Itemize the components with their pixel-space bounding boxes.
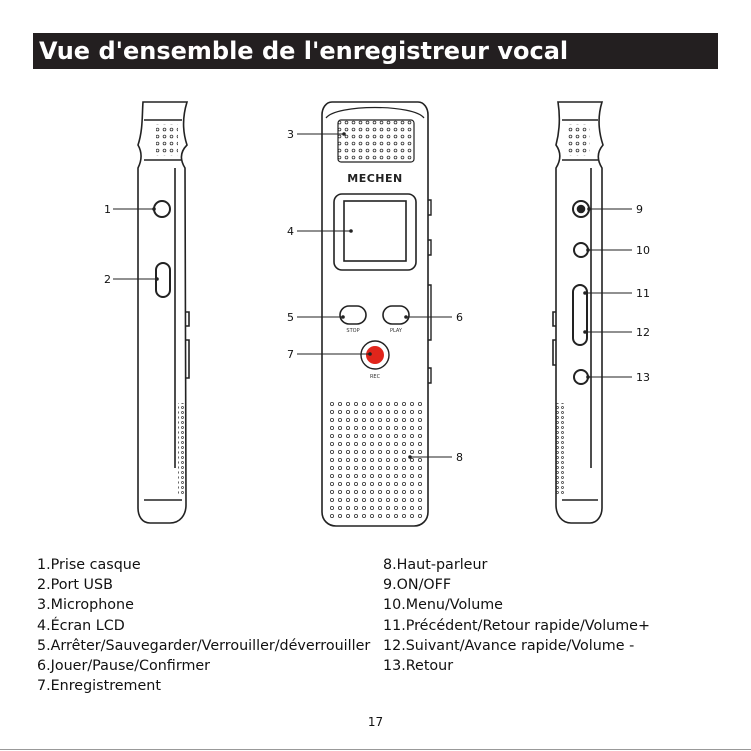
callout-13: 13 xyxy=(636,371,650,384)
play-button xyxy=(383,306,409,324)
legend-left xyxy=(37,555,370,696)
legend-right xyxy=(383,555,650,676)
legend-item: 10.Menu/Volume xyxy=(383,597,503,614)
callout-10: 10 xyxy=(636,244,650,257)
microphone-grill xyxy=(338,120,414,162)
legend-item: 8.Haut-parleur xyxy=(383,557,488,573)
svg-text:REC: REC xyxy=(369,374,381,380)
legend-item: 4.Écran LCD xyxy=(37,617,125,634)
bottom-divider xyxy=(0,749,751,750)
right-side-view xyxy=(553,102,603,523)
page-title: Vue d'ensemble de l'enregistreur vocal xyxy=(33,33,718,69)
front-view xyxy=(322,102,431,526)
lcd-screen-bezel xyxy=(334,194,416,270)
brand-logo: MECHEN xyxy=(347,172,403,185)
callout-11: 11 xyxy=(636,287,650,300)
callout-3: 3 xyxy=(287,128,294,141)
lcd-screen xyxy=(344,201,406,261)
callout-1: 1 xyxy=(104,203,111,216)
page-number: 17 xyxy=(367,715,384,729)
stop-button xyxy=(340,306,366,324)
legend-item: 5.Arrêter/Sauvegarder/Verrouiller/déverrouiller xyxy=(37,637,371,654)
legend-item: 6.Jouer/Pause/Confirmer xyxy=(37,658,211,675)
svg-text:STOP: STOP xyxy=(346,328,360,334)
legend-item: 13.Retour xyxy=(383,658,454,675)
legend-item: 2.Port USB xyxy=(37,577,113,594)
callout-6: 6 xyxy=(456,311,463,324)
speaker-grill xyxy=(326,400,424,522)
svg-text:PLAY: PLAY xyxy=(389,328,403,334)
legend-item: 9.ON/OFF xyxy=(383,577,452,594)
legend-item: 3.Microphone xyxy=(37,597,134,614)
legend-item: 7.Enregistrement xyxy=(37,678,161,695)
callout-4: 4 xyxy=(287,225,294,238)
callout-5: 5 xyxy=(287,311,294,324)
legend-item: 1.Prise casque xyxy=(37,557,141,573)
callout-12: 12 xyxy=(636,326,650,339)
callout-9: 9 xyxy=(636,203,643,216)
callout-2: 2 xyxy=(104,273,111,286)
legend-item: 12.Suivant/Avance rapide/Volume - xyxy=(383,637,635,654)
callout-8: 8 xyxy=(456,451,463,464)
left-side-view xyxy=(138,102,189,523)
callout-7: 7 xyxy=(287,348,294,361)
legend-item: 11.Précédent/Retour rapide/Volume+ xyxy=(383,617,650,634)
